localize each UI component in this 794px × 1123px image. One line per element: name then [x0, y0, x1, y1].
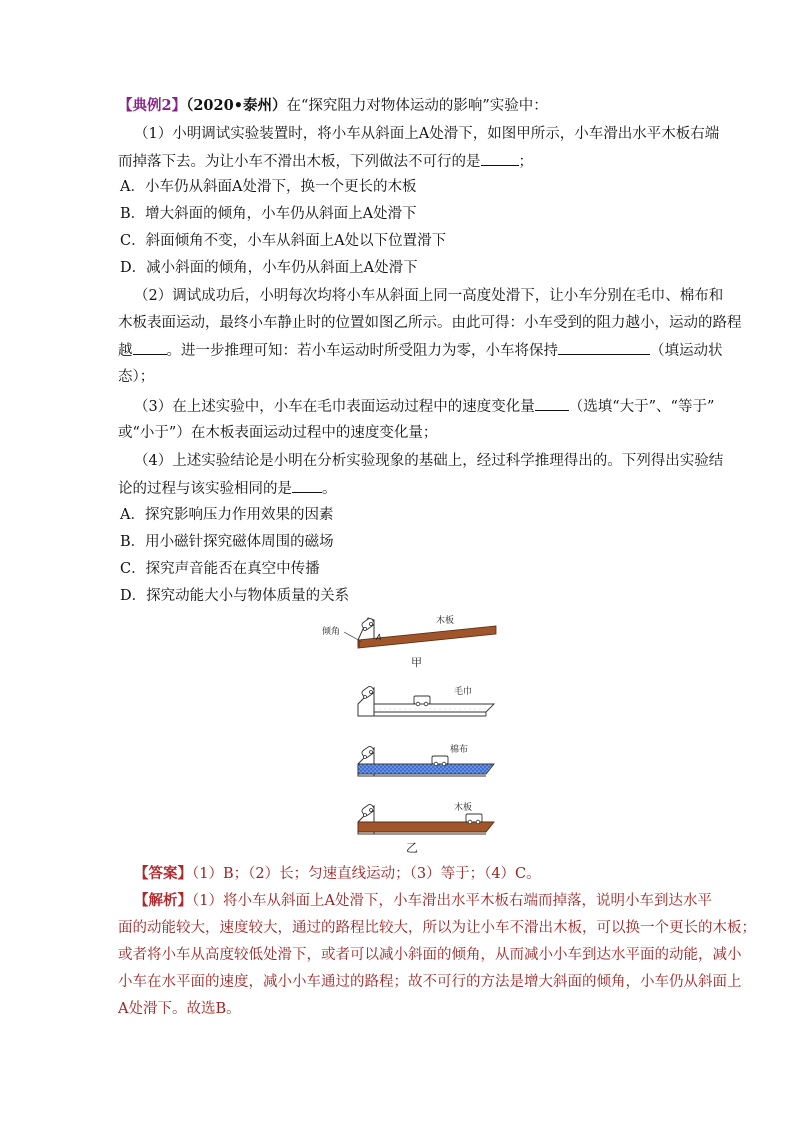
part4-line1: （4）上述实验结论是小明在分析实验现象的基础上，经过科学推理得出的。下列得出实验结: [134, 453, 724, 469]
car-towel-stop: [414, 696, 430, 706]
part1-line2: [118, 151, 708, 172]
figure-cotton: [358, 743, 494, 776]
part4-option-b: B．用小磁针探究磁体周围的磁场: [120, 534, 334, 550]
figure-towel: [358, 685, 494, 716]
car-wood-stop: [466, 814, 482, 824]
label-wood-jia: 木板: [436, 616, 455, 626]
part3-line2: 或“小于”）在木板表面运动过程中的速度变化量；: [118, 425, 438, 441]
answer-text: （1）B；（2）长；匀速直线运动；（3）等于；（4）C。: [192, 866, 541, 882]
part2-line3-start: 越: [118, 343, 133, 359]
answer-blank-3: [558, 340, 650, 355]
part1-line1: （1）小明调试实验装置时，将小车从斜面上A处滑下，如图甲所示，小车滑出水平木板右端: [134, 126, 720, 142]
analysis-line4: 小车在水平面的速度，减小小车通过的路程；故不可行的方法是增大斜面的倾角，小车仍从斜面上: [118, 974, 742, 990]
label-wood-yi: 木板: [454, 803, 473, 813]
analysis-tag: 【解析】: [134, 892, 192, 909]
part1-option-d: D．减小斜面的倾角，小车仍从斜面上A处滑下: [120, 260, 418, 276]
answer-blank-5: [292, 478, 322, 493]
example-tag: 【典例2】: [118, 97, 187, 114]
part4-option-d: D．探究动能大小与物体质量的关系: [120, 588, 350, 604]
answer-blank-4: [535, 396, 569, 411]
part4-option-c: C．探究声音能否在真空中传播: [120, 561, 320, 577]
analysis-line1: [134, 891, 724, 911]
analysis-line5: A处滑下。故选B。: [118, 1001, 241, 1017]
analysis-line3: 或者将小车从高度较低处滑下，或者可以减小斜面的倾角，从而减小小车到达水平面的动能，减小: [118, 947, 742, 963]
part1-line2-text: 而掉落下去。为让小车不滑出木板，下列做法不可行的是: [118, 154, 481, 170]
answer-line: [134, 864, 724, 884]
cotton-surface: [358, 764, 494, 774]
towel-surface: [374, 704, 494, 712]
car-cotton-stop: [432, 756, 448, 766]
label-jia: 甲: [411, 656, 422, 669]
part2-line1: （2）调试成功后，小明每次均将小车从斜面上同一高度处滑下，让小车分别在毛巾、棉布和: [134, 288, 724, 304]
part1-line2-end: ；: [518, 154, 533, 170]
answer-tag: 【答案】: [134, 865, 192, 882]
label-yi: 乙: [406, 841, 419, 854]
label-cotton: 棉布: [450, 745, 469, 755]
experiment-figure: [318, 612, 508, 854]
question-header: [118, 96, 708, 116]
part2-line4: 态）；: [118, 369, 155, 385]
analysis-line2: 面的动能较大，速度较大，通过的路程比较大，所以为让小车不滑出木板，可以换一个更长的木板；: [118, 920, 756, 936]
wood-board-jia-front: [358, 640, 360, 648]
part3-line1: [134, 396, 724, 417]
label-angle: 倾角: [322, 627, 341, 637]
part2-line2: 木板表面运动，最终小车静止时的位置如图乙所示。由此可得：小车受到的阻力越小，运动的路程: [118, 315, 742, 331]
part2-line3: [118, 340, 723, 361]
answer-blank-1: [481, 151, 519, 166]
part1-option-b: B．增大斜面的倾角，小车仍从斜面上A处滑下: [120, 206, 417, 222]
part4-line2: [118, 478, 708, 499]
figure-wood-yi: [358, 801, 494, 854]
figure-jia: [322, 614, 496, 669]
part4-line2-text: 论的过程与该实验相同的是: [118, 481, 292, 497]
part4-line2-end: 。: [322, 481, 337, 497]
question-source: （2020•泰州）: [186, 97, 287, 114]
label-towel: 毛巾: [454, 687, 473, 697]
part1-option-c: C．斜面倾角不变，小车从斜面上A处以下位置滑下: [120, 233, 447, 249]
part2-line3-mid: 。进一步推理可知：若小车运动时所受阻力为零，小车将保持: [166, 343, 558, 359]
answer-blank-2: [133, 340, 167, 355]
analysis-text-1: （1）将小车从斜面上A处滑下，小车滑出水平木板右端而掉落，说明小车到达水平: [192, 893, 712, 909]
part3-line1-end: （选填“大于”、“等于”: [568, 399, 715, 415]
part3-line1-text: （3）在上述实验中，小车在毛巾表面运动过程中的速度变化量: [134, 399, 535, 415]
part1-option-a: A．小车仍从斜面A处滑下，换一个更长的木板: [120, 179, 417, 195]
question-intro: 在“探究阻力对物体运动的影响”实验中：: [286, 98, 548, 114]
part4-option-a: A．探究影响压力作用效果的因素: [120, 507, 334, 523]
label-point-a: A: [376, 633, 382, 642]
wood-surface: [358, 822, 494, 832]
part2-line3-end: （填运动状: [650, 343, 723, 359]
